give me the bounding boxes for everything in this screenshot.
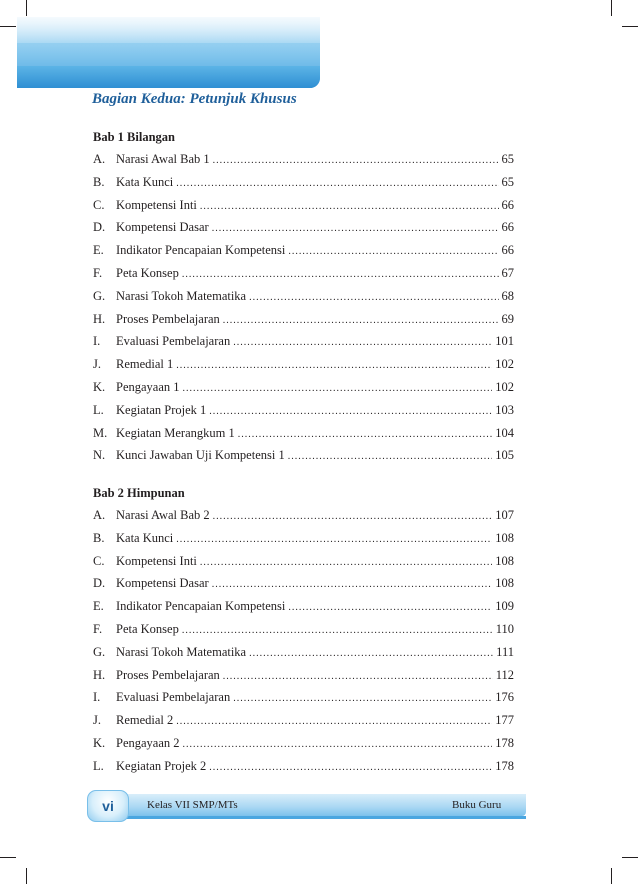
toc-entry[interactable] — [93, 216, 514, 239]
toc-leader-dots — [213, 150, 499, 173]
toc-entry[interactable] — [93, 171, 514, 194]
toc-entry-label: Kompetensi Dasar — [116, 220, 209, 235]
toc-entry-page: 107 — [495, 508, 514, 522]
toc-leader-dots — [176, 355, 492, 378]
toc-entry-letter: H. — [93, 311, 106, 326]
footer-book-type: Buku Guru — [452, 799, 502, 811]
toc-entry-letter: I. — [93, 334, 101, 349]
toc-entry-page: 102 — [495, 379, 514, 394]
chapter-title: Bab 1 Bilangan — [93, 130, 175, 144]
toc-entry-label: Peta Konsep — [116, 265, 179, 280]
toc-entry-letter: B. — [93, 174, 105, 189]
toc-entry-letter: C. — [93, 553, 105, 568]
toc-entry-label: Narasi Tokoh Matematika — [116, 644, 247, 659]
toc-entry[interactable] — [93, 618, 514, 641]
toc-entry[interactable] — [93, 504, 514, 527]
toc-entry-page: 65 — [501, 174, 514, 189]
toc-entry[interactable] — [93, 709, 514, 732]
toc-entry-page: 69 — [501, 311, 514, 326]
crop-mark — [622, 26, 638, 27]
toc-leader-dots — [223, 310, 499, 333]
toc-entry-page: 65 — [501, 152, 514, 166]
toc-entry-label: Narasi Awal Bab 1 — [116, 152, 210, 166]
toc-leader-dots — [213, 506, 493, 529]
toc-entry-label: Indikator Pencapaian Kompetensi — [116, 599, 286, 614]
toc-entry[interactable] — [93, 641, 514, 664]
toc-entry-label: Kompetensi Inti — [116, 197, 197, 212]
toc-entry[interactable] — [93, 285, 514, 308]
toc-entry-label: Evaluasi Pembelajaran — [116, 334, 231, 349]
toc-leader-dots — [233, 688, 492, 711]
toc-leader-dots — [212, 574, 493, 597]
crop-mark — [26, 0, 27, 16]
toc-entry-letter: J. — [93, 713, 101, 728]
toc-entry-page: 104 — [495, 425, 514, 440]
toc-entry[interactable] — [93, 550, 514, 573]
toc-entry-label: Kata Kunci — [116, 174, 174, 189]
crop-mark — [611, 868, 612, 884]
footer-book-class: Kelas VII SMP/MTs — [147, 799, 238, 811]
toc-entry-letter: G. — [93, 288, 106, 303]
toc-entry-label: Proses Pembelajaran — [116, 311, 220, 326]
toc-entry-label: Narasi Tokoh Matematika — [116, 288, 247, 303]
toc-entry-letter: C. — [93, 197, 105, 212]
toc-entry-page: 108 — [495, 553, 514, 568]
crop-mark — [0, 857, 16, 858]
toc-entry[interactable] — [93, 732, 514, 755]
toc-entry[interactable] — [93, 686, 514, 709]
toc-entry[interactable] — [93, 308, 514, 331]
toc-leader-dots — [176, 173, 498, 196]
toc-entry-page: 178 — [495, 758, 514, 773]
toc-entry-letter: A. — [93, 152, 106, 166]
toc-entry-letter: F. — [93, 621, 103, 636]
toc-entry-label: Kegiatan Projek 1 — [116, 402, 207, 417]
toc-leader-dots — [223, 666, 493, 689]
toc-leader-dots — [176, 711, 492, 734]
header-band — [17, 17, 320, 88]
toc-entry-page: 108 — [495, 576, 514, 591]
toc-entry-page: 108 — [495, 530, 514, 545]
toc-entry-page: 177 — [495, 713, 514, 728]
chapter-1 — [93, 126, 513, 467]
toc-entry-page: 178 — [495, 735, 514, 750]
toc-leader-dots — [249, 287, 498, 310]
toc-entry-label: Pengayaan 2 — [116, 735, 180, 750]
toc-list — [93, 504, 513, 778]
toc-leader-dots — [176, 529, 492, 552]
toc-entry[interactable] — [93, 353, 514, 376]
toc-entry[interactable] — [93, 376, 514, 399]
toc-entry[interactable] — [93, 595, 514, 618]
toc-entry[interactable] — [93, 444, 514, 467]
toc-entry[interactable] — [93, 755, 514, 778]
toc-entry-label: Indikator Pencapaian Kompetensi — [116, 243, 286, 258]
toc-entry-page: 67 — [501, 265, 514, 280]
crop-mark — [611, 0, 612, 16]
crop-mark — [622, 857, 638, 858]
page-number-badge: vi — [87, 790, 129, 822]
toc-entry-letter: E. — [93, 599, 104, 614]
toc-entry-label: Remedial 2 — [116, 713, 174, 728]
toc-list — [93, 148, 513, 467]
toc-entry-label: Kegiatan Merangkum 1 — [116, 425, 235, 440]
toc-entry-page: 103 — [495, 402, 514, 417]
section-title: Bagian Kedua: Petunjuk Khusus — [92, 91, 297, 107]
footer-edge — [112, 816, 526, 819]
toc-entry-letter: L. — [93, 402, 104, 417]
toc-leader-dots — [233, 332, 492, 355]
toc-entry-letter: D. — [93, 220, 106, 235]
toc-entry-page: 111 — [496, 644, 514, 659]
toc-entry-letter: N. — [93, 448, 106, 463]
toc-entry-label: Evaluasi Pembelajaran — [116, 690, 231, 705]
toc-entry-letter: B. — [93, 530, 105, 545]
toc-leader-dots — [249, 643, 493, 666]
toc-entry-page: 102 — [495, 357, 514, 372]
toc-leader-dots — [212, 218, 499, 241]
toc-entry-label: Kompetensi Inti — [116, 553, 197, 568]
toc-entry-label: Pengayaan 1 — [116, 379, 180, 394]
toc-entry-label: Narasi Awal Bab 2 — [116, 508, 210, 522]
toc-leader-dots — [238, 424, 493, 447]
toc-entry[interactable] — [93, 148, 514, 171]
toc-entry-page: 66 — [501, 220, 514, 235]
toc-entry-letter: K. — [93, 735, 106, 750]
toc-entry-letter: I. — [93, 690, 101, 705]
toc-entry-page: 176 — [495, 690, 514, 705]
toc-entry-page: 68 — [501, 288, 514, 303]
toc-leader-dots — [209, 401, 492, 424]
toc-entry[interactable] — [93, 194, 514, 217]
toc-entry-letter: M. — [93, 425, 108, 440]
toc-entry-page: 105 — [495, 448, 514, 463]
toc-entry[interactable] — [93, 330, 514, 353]
toc-leader-dots — [182, 620, 493, 643]
toc-leader-dots — [200, 552, 492, 575]
toc-entry-page: 66 — [501, 243, 514, 258]
toc-entry-letter: F. — [93, 265, 103, 280]
toc-entry-page: 112 — [495, 667, 514, 682]
toc-entry-page: 66 — [501, 197, 514, 212]
header-band-stripe — [17, 66, 320, 88]
toc-entry-letter: H. — [93, 667, 106, 682]
toc-leader-dots — [209, 757, 492, 780]
toc-entry[interactable] — [93, 572, 514, 595]
toc-entry-label: Peta Konsep — [116, 621, 179, 636]
toc-entry-label: Kunci Jawaban Uji Kompetensi 1 — [116, 448, 285, 463]
toc-entry[interactable] — [93, 422, 514, 445]
header-band-gloss — [17, 17, 320, 43]
toc-entry-page: 110 — [495, 621, 514, 636]
toc-entry-letter: D. — [93, 576, 106, 591]
crop-mark — [0, 26, 16, 27]
toc-entry-label: Kata Kunci — [116, 530, 174, 545]
toc-entry-page: 109 — [495, 599, 514, 614]
toc-entry[interactable] — [93, 262, 514, 285]
toc-entry-page: 101 — [495, 334, 514, 349]
crop-mark — [26, 868, 27, 884]
toc-leader-dots — [183, 378, 493, 401]
toc-leader-dots — [200, 196, 499, 219]
toc-leader-dots — [288, 597, 492, 620]
toc-entry[interactable] — [93, 664, 514, 687]
toc-entry[interactable] — [93, 399, 514, 422]
chapter-title: Bab 2 Himpunan — [93, 486, 185, 500]
toc-entry-label: Kegiatan Projek 2 — [116, 758, 207, 773]
toc-leader-dots — [182, 264, 499, 287]
toc-entry-letter: G. — [93, 644, 106, 659]
toc-leader-dots — [288, 446, 493, 469]
toc-leader-dots — [183, 734, 493, 757]
toc-entry-label: Remedial 1 — [116, 357, 174, 372]
toc-entry-letter: L. — [93, 758, 104, 773]
toc-entry-letter: J. — [93, 357, 101, 372]
toc-entry-letter: E. — [93, 243, 104, 258]
toc-entry[interactable] — [93, 239, 514, 262]
toc-leader-dots — [288, 241, 498, 264]
toc-entry[interactable] — [93, 527, 514, 550]
toc-entry-label: Proses Pembelajaran — [116, 667, 220, 682]
toc-entry-letter: K. — [93, 379, 106, 394]
chapter-2 — [93, 482, 513, 778]
toc-entry-letter: A. — [93, 508, 106, 522]
toc-entry-label: Kompetensi Dasar — [116, 576, 209, 591]
